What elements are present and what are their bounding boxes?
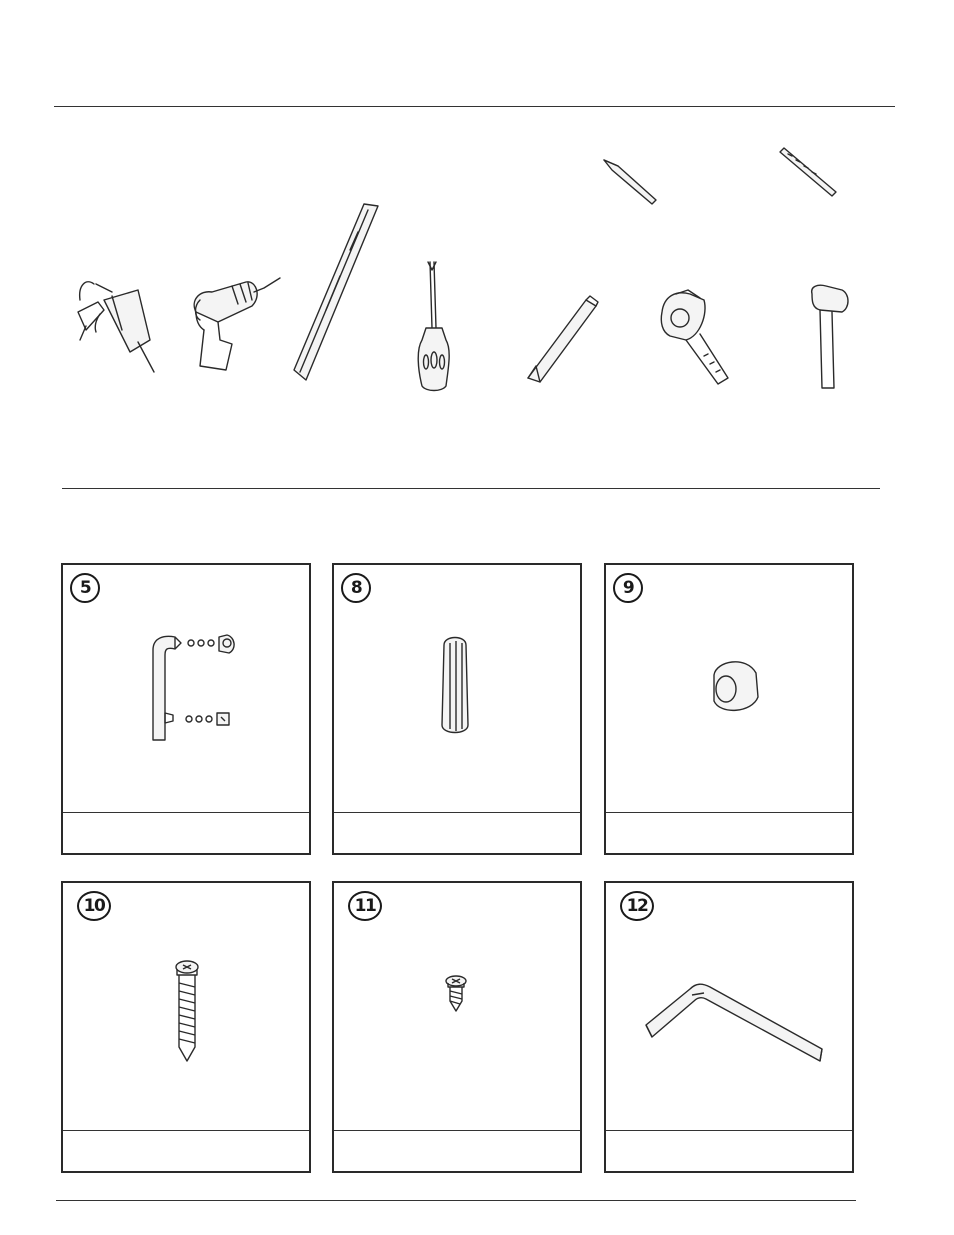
level-icon (294, 204, 378, 380)
pencil-icon (528, 296, 598, 382)
part-number-badge: 8 (341, 573, 371, 603)
part-number-badge: 12 (620, 891, 654, 921)
part-12-box (604, 881, 854, 1173)
mallet-icon (812, 285, 848, 388)
tape-measure-icon (661, 290, 728, 384)
part-number-badge: 9 (613, 573, 643, 603)
power-drill-icon (194, 278, 280, 370)
twist-drill-bit-icon (780, 148, 836, 196)
short-screw-icon (334, 883, 580, 1129)
wall-anchor-plug-icon (334, 565, 580, 811)
phillips-screwdriver-icon (418, 262, 449, 391)
section-rule (62, 488, 880, 489)
allen-wrench-icon (606, 883, 852, 1129)
caulking-gun-icon (78, 282, 154, 372)
part-8-box (332, 563, 582, 855)
part-caption (63, 1130, 309, 1171)
part-number-badge: 11 (348, 891, 382, 921)
part-10-box (61, 881, 311, 1173)
part-11-box (332, 881, 582, 1173)
part-caption (606, 1130, 852, 1171)
long-screw-icon (63, 883, 309, 1129)
part-5-box (61, 563, 311, 855)
drawer-pull-handle-icon (63, 565, 309, 811)
part-caption (606, 812, 852, 853)
part-caption (334, 812, 580, 853)
tools-illustration (0, 0, 954, 480)
part-caption (334, 1130, 580, 1171)
part-number-badge: 5 (70, 573, 100, 603)
bumper-cap-icon (606, 565, 852, 811)
part-caption (63, 812, 309, 853)
bottom-rule (56, 1200, 856, 1201)
part-9-box (604, 563, 854, 855)
part-number-badge: 10 (77, 891, 111, 921)
masonry-drill-bit-icon (604, 160, 656, 204)
